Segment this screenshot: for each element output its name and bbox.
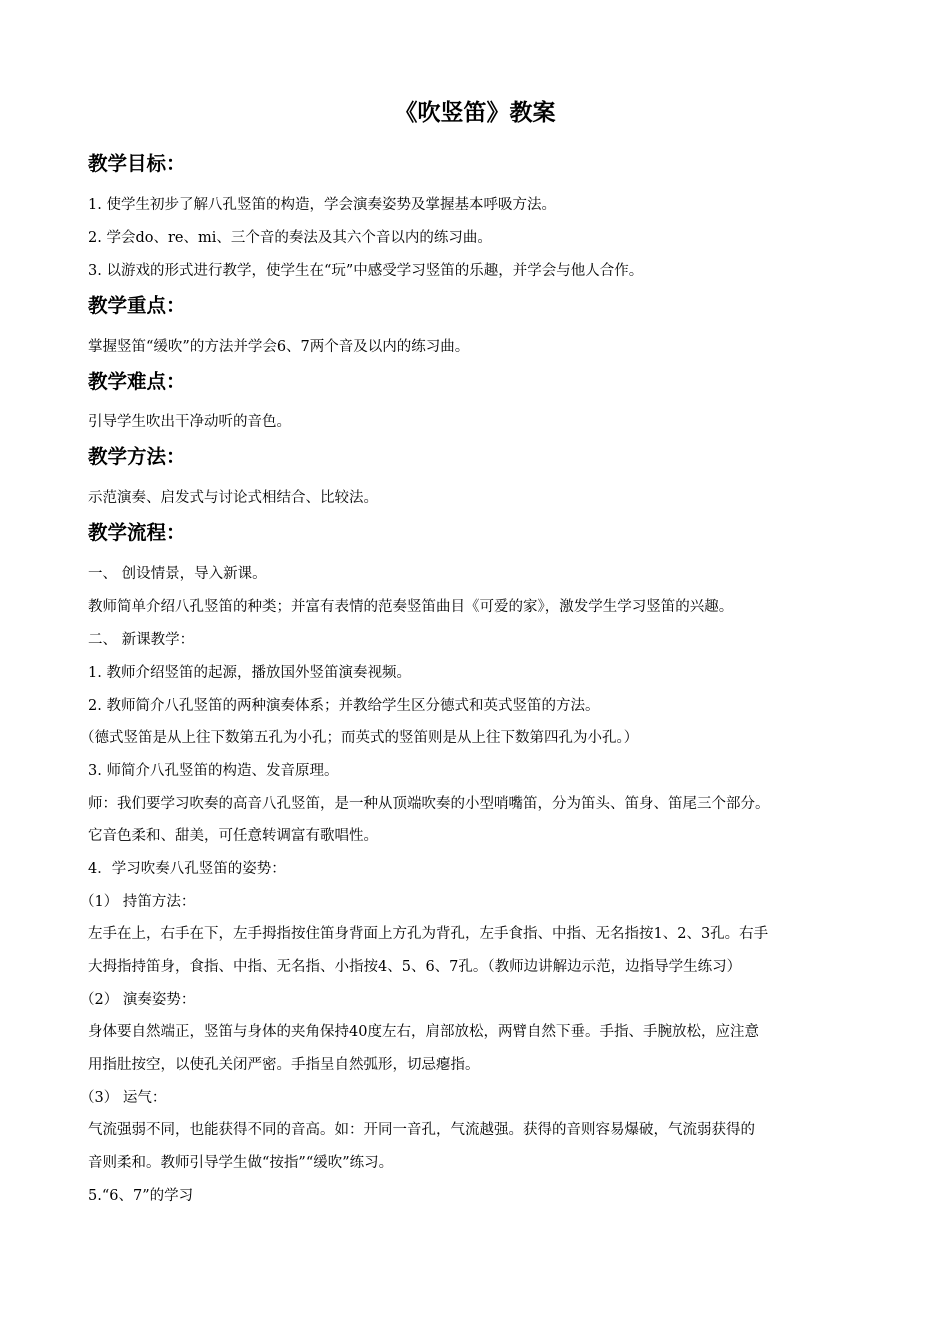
- document-title: 《吹竖笛》教案: [394, 100, 556, 126]
- process-line: 大拇指持笛身，食指、中指、无名指、小指按4、5、6、7孔。（教师边讲解边示范，边指导学生练习）: [88, 959, 742, 975]
- method-heading: 教学方法：: [88, 445, 186, 468]
- process-line: 气流强弱不同，也能获得不同的音高。如：开同一音孔，气流越强。获得的音则容易爆破，气流弱获得的: [88, 1122, 755, 1138]
- focus-text: 掌握竖笛“缓吹”的方法并学会6、7两个音及以内的练习曲。: [88, 339, 470, 355]
- process-line: （2） 演奏姿势：: [80, 992, 196, 1008]
- difficulty-text: 引导学生吹出干净动听的音色。: [88, 414, 291, 430]
- process-line: 2. 教师简介八孔竖笛的两种演奏体系；并教给学生区分德式和英式竖笛的方法。: [88, 698, 600, 714]
- process-line: 它音色柔和、甜美，可任意转调富有歌唱性。: [88, 828, 378, 844]
- process-line: 音则柔和。教师引导学生做“按指”“缓吹”练习。: [88, 1155, 394, 1171]
- focus-heading: 教学重点：: [88, 294, 186, 317]
- process-line: 二、 新课教学：: [88, 632, 195, 648]
- process-line: 身体要自然端正，竖笛与身体的夹角保持40度左右，肩部放松，两臂自然下垂。手指、手腕放松，应注意: [88, 1024, 759, 1040]
- process-line: 1. 教师介绍竖笛的起源，播放国外竖笛演奏视频。: [88, 665, 411, 681]
- process-line: 5.“6、7”的学习: [88, 1188, 194, 1204]
- process-line: 师：我们要学习吹奏的高音八孔竖笛，是一种从顶端吹奏的小型哨嘴笛，分为笛头、笛身、笛尾三个部分。: [88, 796, 770, 812]
- goals-item: 3. 以游戏的形式进行教学，使学生在“玩”中感受学习竖笛的乐趣，并学会与他人合作。: [88, 263, 644, 279]
- goals-item: 1. 使学生初步了解八孔竖笛的构造，学会演奏姿势及掌握基本呼吸方法。: [88, 197, 556, 213]
- process-line: 3. 师简介八孔竖笛的构造、发音原理。: [88, 763, 339, 779]
- process-heading: 教学流程：: [88, 521, 186, 544]
- method-text: 示范演奏、启发式与讨论式相结合、比较法。: [88, 490, 378, 506]
- difficulty-heading: 教学难点：: [88, 370, 186, 393]
- process-line: 4．学习吹奏八孔竖笛的姿势：: [88, 861, 286, 877]
- process-line: 用指肚按空，以使孔关闭严密。手指呈自然弧形，切忌瘪指。: [88, 1057, 480, 1073]
- process-line: 左手在上，右手在下，左手拇指按住笛身背面上方孔为背孔，左手食指、中指、无名指按1、2、3孔。右手: [88, 926, 769, 942]
- process-line: （3） 运气：: [80, 1090, 167, 1106]
- process-line: （德式竖笛是从上往下数第五孔为小孔；而英式的竖笛则是从上往下数第四孔为小孔。）: [80, 730, 639, 746]
- process-line: 教师简单介绍八孔竖笛的种类；并富有表情的范奏竖笛曲目《可爱的家》，激发学生学习竖笛的兴趣。: [88, 599, 734, 615]
- goals-item: 2. 学会do、re、mi、三个音的奏法及其六个音以内的练习曲。: [88, 230, 492, 246]
- goals-heading: 教学目标：: [88, 152, 186, 175]
- process-line: 一、 创设情景，导入新课。: [88, 566, 267, 582]
- process-line: （1） 持笛方法：: [80, 894, 196, 910]
